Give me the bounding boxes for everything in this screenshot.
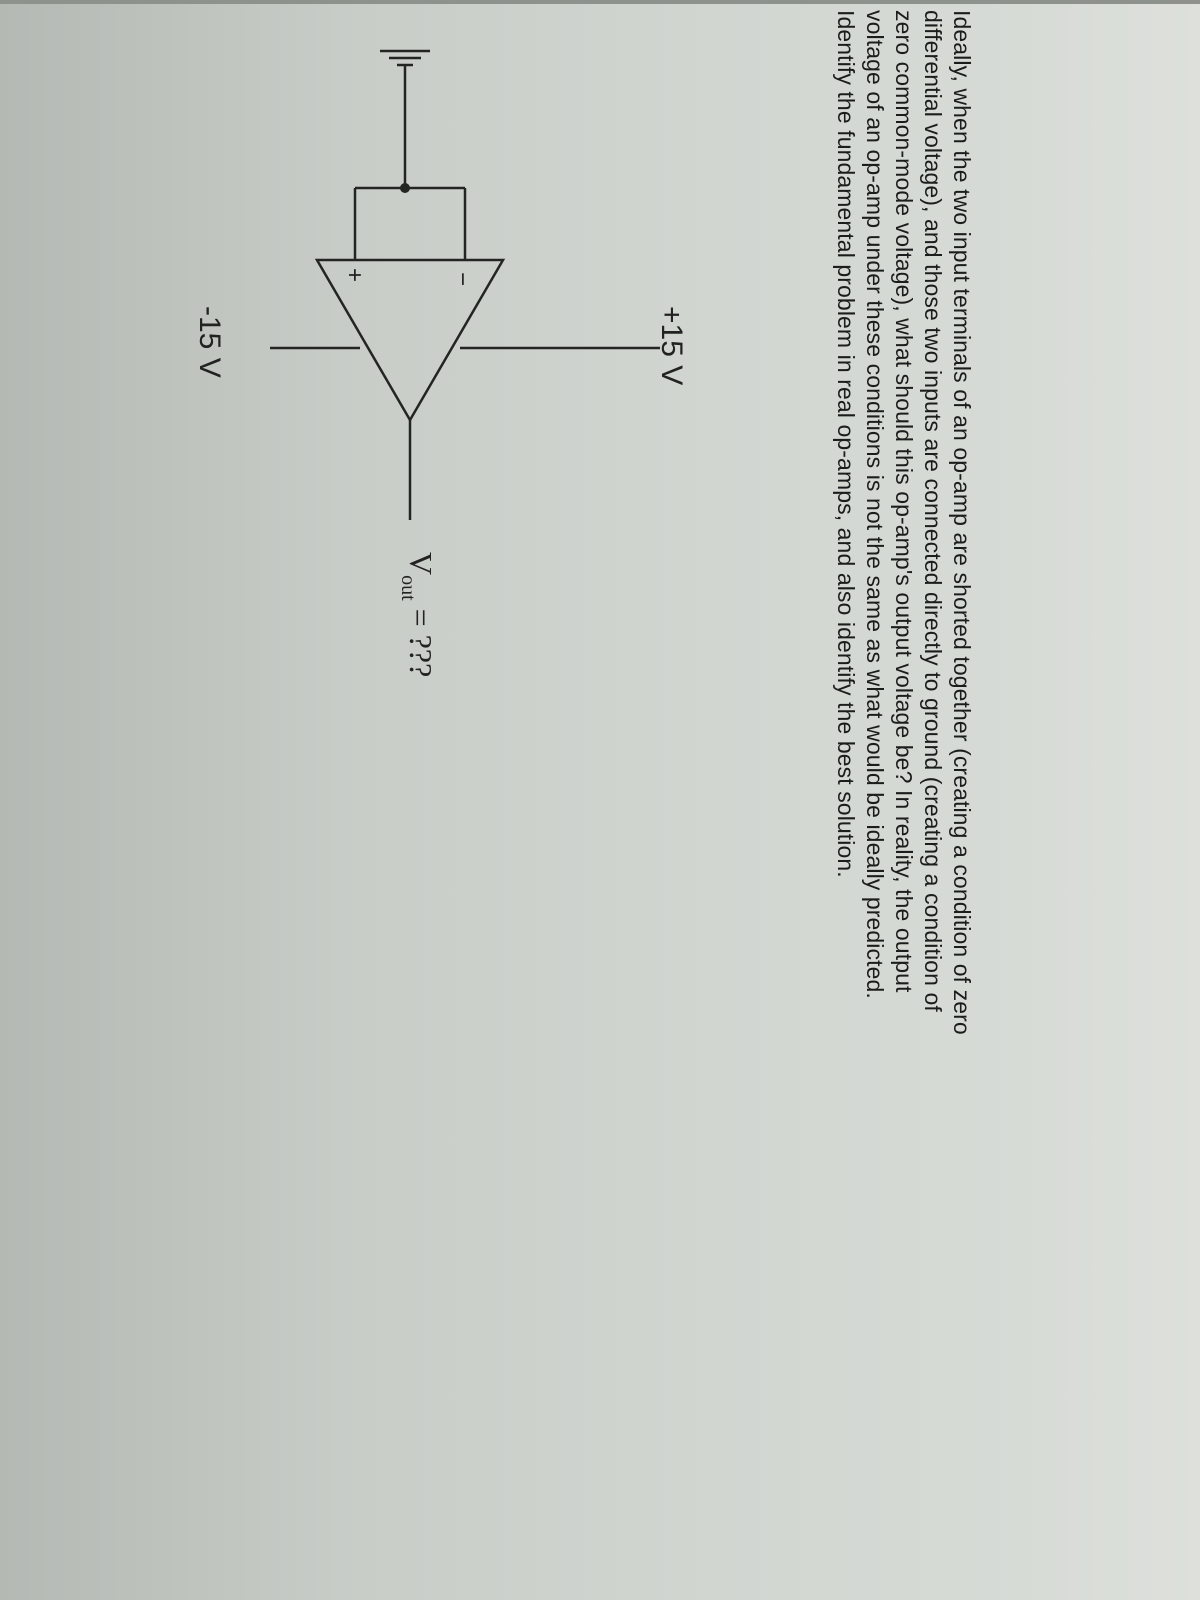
question-line: Ideally, when the two input terminals of an op-amp are shorted together (creating a condition of zero [949,10,975,1035]
negative-supply-label: -15 V [193,306,226,378]
question-line: zero common-mode voltage), what should this op-amp's output voltage be? In reality, the output [891,10,917,993]
positive-supply-label: +15 V [655,306,688,386]
output-voltage-var: V [403,552,439,576]
question-line: differential voltage), and those two inputs are connected directly to ground (creating a condition of [920,10,946,1012]
output-voltage-symbol [397,552,439,677]
output-voltage-subscript: out [397,575,419,601]
inverting-input-symbol: − [449,272,476,287]
question-line: Identify the fundamental problem in real op-amps, and also identify the best solution. [833,10,859,878]
question-line: voltage of an op-amp under these conditions is not the same as what would be ideally predicted. [862,10,888,999]
noninverting-input-symbol: + [341,268,368,283]
output-voltage-value: = ??? [403,608,439,678]
